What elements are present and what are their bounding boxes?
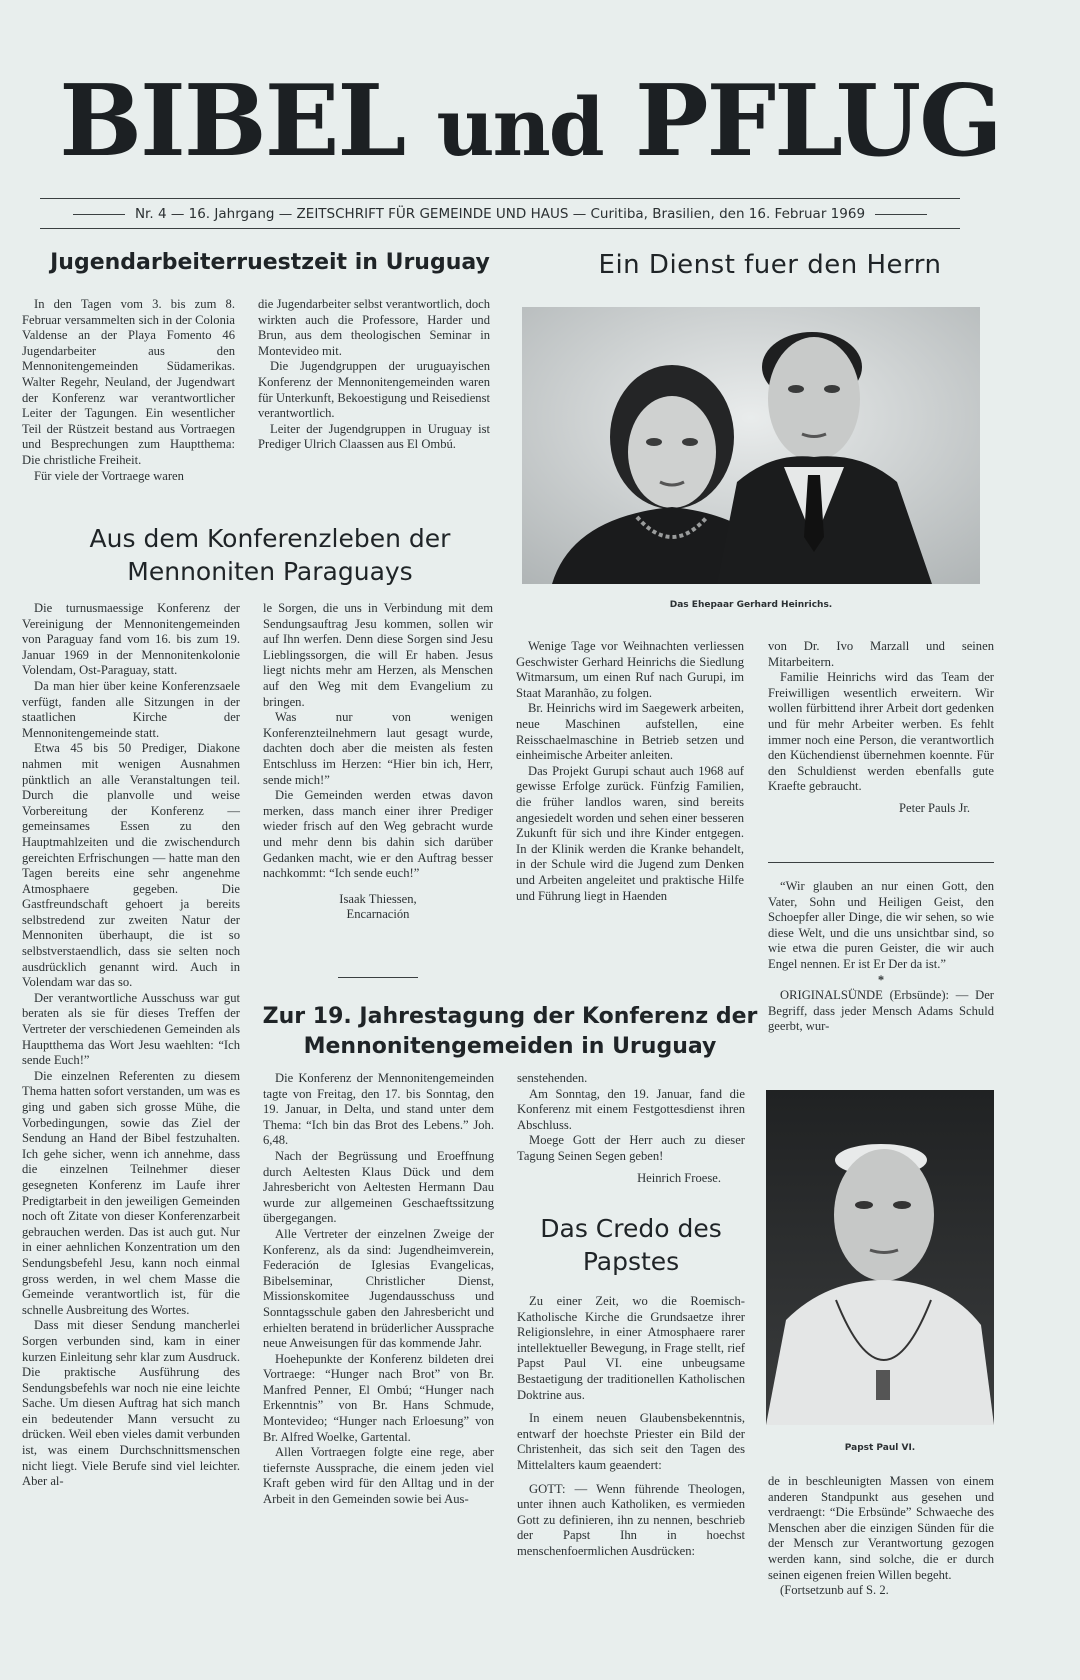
paragraph: Die einzelnen Referenten zu diesem Thema hatten sofort verstanden, um was es ging und gaben sich grosse Mühe, die Vorbedingungen, sowie das Ziel der Sendung an Hand der Bibel festzuhalten. Ich gehe sicher, wenn ich annehme, dass die einzelnen Teilnehmer dieser gesegneten Konferenz im Laufe ihrer Predigtarbeit in den jeweiligen Gemeinden noch oft Zitate von dieser Konferenzarbeit gebrauchen werden. Das ist auch gut. Nur in einer aehnlichen Konzentration um den Sendungsbefehl Jesu, kann noch einmal gross werden, in wel chem Masse die Gemeinde verantwortlich ist, für die schnelle Ausbreitung des Wortes.	[22, 1068, 240, 1317]
article-uruguay-col2	[517, 1071, 745, 1186]
signature-place: Encarnación	[346, 907, 410, 922]
pope-photo	[766, 1090, 994, 1425]
signature: Heinrich Froese.	[637, 1170, 721, 1185]
paragraph: In einem neuen Glaubensbekenntnis, entwarf der hoechste Priester ein Bild der Christenheit, das sich seit den Tagen des Mittelalters kaum geaendert:	[517, 1411, 745, 1472]
paragraph: Die Jugendgruppen der uruguayischen Konferenz der Mennonitengemeinden waren für Unterkunft, Bekoestigung und Reisedienst verantwortlich.	[258, 359, 490, 421]
masthead-rule-bottom	[40, 228, 960, 229]
pope-photo-image	[766, 1090, 994, 1425]
couple-photo-image	[522, 307, 980, 584]
paragraph: Br. Heinrichs wird im Saegewerk arbeiten, neue Maschinen aufstellen, eine Reisschaelmaschine in Betrieb setzen und einheimische Arbeiter anleiten.	[516, 701, 744, 763]
headline-line: Aus dem Konferenzleben der	[89, 524, 451, 553]
paragraph: Da man hier über keine Konferenzsaele verfügt, fanden alle Sitzungen in der staatlichen Kirche der Mennonitengemeinde statt.	[22, 678, 240, 740]
masthead-und: und	[436, 80, 603, 174]
separator-star: *	[877, 972, 885, 987]
photo-caption: Das Ehepaar Gerhard Heinrichs.	[669, 600, 833, 610]
headline-line: Zur 19. Jahrestagung der Konferenz der	[262, 1004, 758, 1029]
headline-jugendarbeiter: Jugendarbeiterruestzeit in Uruguay	[50, 250, 490, 275]
paragraph: de in beschleunigten Massen von einem anderen Standpunkt aus gesehen und verdraengt: “Die Erbsünde” Schwaeche des Menschen aber die einzigen Sünden für die der Mensch zur Verantwortung gezogen werden kann, sind solche, die er durch seinen eigenen freien Willen begeht.	[768, 1474, 994, 1582]
masthead-pflug: PFLUG	[634, 64, 1001, 179]
headline-line: Das Credo des	[540, 1214, 722, 1243]
paragraph: In den Tagen vom 3. bis zum 8. Februar versammelten sich in der Colonia Valdense an der Playa Fomento 46 Jugendarbeiter aus den Mennonitengemeinden Südamerikas. Walter Regehr, Neuland, der Jugendwart der Konferenz war verantwortlicher Leiter der Tagungen. Ein wesentlicher Teil der Rüstzeit bestand aus Vortraegen und Besprechungen zum Hauptthema: Die christliche Freiheit.	[22, 297, 235, 467]
paragraph: senstehenden.	[517, 1071, 588, 1085]
paragraph: die Jugendarbeiter selbst verantwortlich, doch wirkten auch die Professore, Harder und Brun, aus dem theologischen Seminar in Montevideo mit.	[258, 297, 490, 358]
article-jugend-col2	[258, 297, 490, 453]
paragraph: le Sorgen, die uns in Verbindung mit dem Sendungsauftrag Jesu kommen, sollen wir auf Ihn werfen. Denn diese Sorgen sind Jesu Lieblingssorgen, die will Er haben. Jesus liegt nichts mehr am Herzen, als Menschen auf den Weg mit dem Evangelium zu bringen.	[263, 601, 493, 709]
paragraph: Moege Gott der Herr auch zu dieser Tagung Seinen Segen geben!	[517, 1133, 745, 1163]
paragraph: Leiter der Jugendgruppen in Uruguay ist Prediger Ulrich Claassen aus El Ombú.	[258, 421, 490, 452]
paragraph: Was nur von wenigen Konferenzteilnehmern laut gesagt wurde, dachten doch aber die meisten als festen Entschluss im Herzen: “Hier bin ich, Herr, sende mich!”	[263, 710, 493, 787]
credo-quote: “Wir glauben an nur einen Gott, den Vater, Sohn und Heiligen Geist, den Schoepfer aller Dinge, die wir sehen, so wie diese Welt, und die uns unsichtbar sind, so wie etwa die puren Geister, die wir auch Engel nennen. Er ist Er Der da ist.”	[768, 879, 994, 971]
paragraph: Die Konferenz der Mennonitengemeinden tagte von Freitag, den 17. bis Sonntag, den 19. Januar, in Delta, und stand unter dem Thema: “Ich bin das Brot des Lebens.” Joh. 6,48.	[263, 1071, 494, 1148]
paragraph: Familie Heinrichs wird das Team der Freiwilligen wesentlich erweitern. Wir wollen fürbittend ihrer Arbeit dort gedenken und für mehr Arbeiter werben. Es fehlt immer noch eine Person, die verantwortlich den Küchendienst übernehmen koennte. Für den Schuldienst werden ebenfalls gute Kraefte gebraucht.	[768, 670, 994, 794]
paragraph: Nach der Begrüssung und Eroeffnung durch Aeltesten Klaus Dück und dem Jahresbericht von Aeltesten Hermann Dau wurde zur allgemeinen Geschaeftssitzung übergegangen.	[263, 1148, 494, 1226]
paragraph: Allen Vortraegen folgte eine rege, aber tiefernste Aussprache, die einem jeden viel Kraft geben wird für den Alltag und in der Arbeit in den Gemeinden sowie bei Aus-	[263, 1445, 494, 1507]
couple-photo	[522, 307, 980, 584]
article-uruguay-col1	[263, 1071, 494, 1508]
headline-konferenzleben	[40, 522, 500, 588]
signature: Peter Pauls Jr.	[898, 800, 970, 815]
credo-continuation	[768, 1474, 994, 1599]
article-konferenz-col2	[263, 601, 493, 923]
masthead-rule-top	[40, 198, 960, 199]
paragraph: Dass mit dieser Sendung mancherlei Sorgen verbunden sind, kam in einer kurzen Einleitung sehr klar zum Ausdruck. Die praktische Ausführung des Sendungsbefehls war noch nie eine leichte Sache. Um diesen Auftrag hat sich manch ein bedeutender Mann versucht zu drücken. Weil eben vieles damit verbunden ist, was einem Durchschnittsmenschen nicht liegt. Viele Berufe sind viel leichter. Aber al-	[22, 1318, 240, 1489]
paragraph: Der verantwortliche Ausschuss war gut beraten als sie für dieses Treffen der Vertreter der verschiedenen Gemeinden als Hauptthema das Wort Jesu waehlten: “Ich sende Euch!”	[22, 990, 240, 1068]
paragraph: Wenige Tage vor Weihnachten verliessen Geschwister Gerhard Heinrichs die Siedlung Witmarsum, um einen Ruf nach Gurupi, im Staat Maranhão, zu folgen.	[516, 639, 744, 700]
paragraph: GOTT: — Wenn führende Theologen, unter ihnen auch Katholiken, es vermieden Gott zu definieren, ihn zu nennen, beschrieb der Papst Ihn in hoechst menschenfoermlichen Ausdrücken:	[517, 1481, 745, 1558]
dateline: Nr. 4 — 16. Jahrgang — ZEITSCHRIFT FÜR GEMEINDE UND HAUS — Curitiba, Brasilien, den 16. Februar 1969	[0, 206, 1000, 222]
divider	[768, 862, 994, 863]
paragraph: Das Projekt Gurupi schaut auch 1968 auf gewisse Erfolge zurück. Fünfzig Familien, die früher landlos waren, sind bereits angesiedelt worden und sehen einer besseren Zukunft für sich und ihre Kinder entgegen. In der Klinik werden die Kranke behandelt, in der Schule wird die Jugend zum Denken und Arbeiten angeleitet und praktische Hilfe und Führung liegt in Haenden	[516, 763, 744, 903]
paragraph: Für viele der Vortraege waren	[34, 468, 184, 483]
paragraph: Alle Vertreter der einzelnen Zweige der Konferenz, als da sind: Jugendheimverein, Federación de Iglesias Evangelicas, Bibelseminar, Christlicher Dienst, Missionskomitee Jugendausschuss und Sonntagsschule gaben den Jahresbericht und erhielten beratend in brüderlicher Aussprache neue Anweisungen für das kommende Jahr.	[263, 1226, 494, 1351]
headline-line: Papstes	[582, 1247, 680, 1276]
headline-ein-dienst: Ein Dienst fuer den Herrn	[598, 250, 942, 280]
credo-quote-block	[768, 879, 994, 1035]
paragraph: von Dr. Ivo Marzall und seinen Mitarbeitern.	[768, 639, 994, 669]
signature-name: Isaak Thiessen,	[339, 891, 417, 906]
pope-caption: Papst Paul VI.	[844, 1443, 916, 1453]
article-dienst-col1	[516, 639, 744, 904]
paragraph: ORIGINALSÜNDE (Erbsünde): — Der Begriff, dass jeder Mensch Adams Schuld geerbt, wur-	[768, 988, 994, 1034]
article-credo-col	[517, 1294, 745, 1560]
paragraph: Die Gemeinden werden etwas davon merken, dass manch einer ihrer Prediger wieder frisch auf den Weg gebracht wurde und mehr denn bis dahin sich darüber Gedanken macht, wie er den Auftrag besser nachkommt: “Ich sende euch!”	[263, 788, 493, 881]
continued-note: (Fortsetzunb auf S. 2.	[780, 1583, 889, 1598]
headline-credo	[517, 1212, 745, 1278]
paragraph: Hoehepunkte der Konferenz bildeten drei Vortraege: “Hunger nach Brot” von Br. Manfred Penner, El Ombú; “Hunger nach Erkenntnis” von Br. Hans Schmude, Montevideo; “Hunger nach Erloesung” von Br. Alfred Woelke, Gartental.	[263, 1351, 494, 1444]
masthead	[30, 62, 1030, 187]
paragraph: Etwa 45 bis 50 Prediger, Diakone nahmen mit wenigen Ausnahmen pünktlich an alle Veranstaltungen teil. Durch die planvolle und weise Vorbereitung der Konferenz — gemeinsames Essen zu den Hauptmahlzeiten und die zwischendurch gereichten Erfrischungen — hatte man den Tagen bereits eine sehr angenehme Atmosphaere gegeben. Die Gastfreundschaft gehoert ja bereits selbstredend zur zweiten Natur der Mennoniten überhaupt, die ist so selbstverstaendlich, dass sie selten noch ausdrücklich genannt wird. Auch in Volendam war das so.	[22, 741, 240, 990]
headline-line: Mennonitengemeiden in Uruguay	[303, 1034, 717, 1059]
headline-line: Mennoniten Paraguays	[127, 557, 413, 586]
masthead-bibel: BIBEL	[59, 64, 405, 179]
article-jugend-col1	[22, 297, 235, 484]
divider	[338, 977, 418, 978]
headline-jahrestagung	[250, 1002, 770, 1062]
paragraph: Die turnusmaessige Konferenz der Vereinigung der Mennonitengemeinden von Paraguay fand vom 16. bis zum 19. Januar 1969 in der Mennonitenkolonie Volendam, Ost-Paraguay, statt.	[22, 601, 240, 678]
article-dienst-col2	[768, 639, 994, 817]
paragraph: Am Sonntag, den 19. Januar, fand die Konferenz mit einem Festgottesdienst ihren Abschluss.	[517, 1086, 745, 1132]
paragraph: Zu einer Zeit, wo die Roemisch-Katholische Kirche die Grundsaetze ihrer Religionslehre, in einer Atmosphaere rarer intellektueller Bewegung, in Frage stellt, rief Papst Paul VI. eine unbeugsame Bestaetigung der traditionellen Katholischen Doktrine aus.	[517, 1294, 745, 1402]
article-konferenz-col1	[22, 601, 240, 1490]
